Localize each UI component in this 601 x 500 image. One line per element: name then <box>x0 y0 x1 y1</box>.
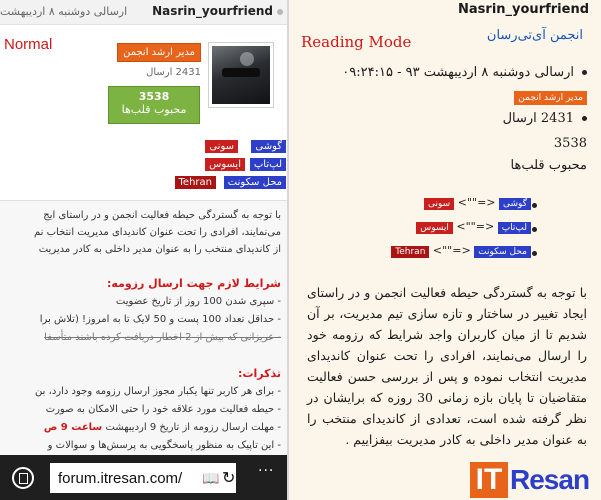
tabs-icon[interactable] <box>12 467 34 489</box>
post-line: با توجه به گستردگی حیطه فعالیت انجمن و در راستای ایج <box>43 210 281 221</box>
author-name[interactable]: Nasrin_yourfriend <box>152 4 273 18</box>
sent-date: ارسالی دوشنبه ۸ اردیبهشت <box>0 5 128 18</box>
deadline-highlight: ساعت 9 ص <box>43 422 103 433</box>
notes-heading: تذکرات: <box>238 367 281 380</box>
post-count: 2431 ارسال <box>502 111 574 126</box>
post-line: می‌نمایند، افرادی را تحت عنوان کاندیدای مدیریت انتخاب نم <box>33 227 281 238</box>
bullet-icon <box>582 70 587 75</box>
bullet-icon <box>532 251 537 256</box>
logo-it: IT <box>470 462 508 498</box>
address-bar <box>0 455 289 500</box>
avatar[interactable] <box>208 42 274 108</box>
online-status-icon <box>277 9 283 15</box>
tag-value-phone: سونی <box>205 140 238 153</box>
tag-value-laptop: ایسوس <box>205 158 245 171</box>
post-count: 2431 ارسال <box>146 67 201 78</box>
normal-mode-label: Normal <box>4 36 53 53</box>
url-field[interactable] <box>50 463 236 493</box>
bullet-icon <box>532 227 537 232</box>
tag-label-laptop: لپ‌تاپ <box>498 222 531 234</box>
thanks-label: محبوب قلب‌ها <box>121 103 187 116</box>
note-item: - حیطه فعالیت مورد علاقه خود را حتی الامکان به صورت <box>45 404 281 415</box>
normal-view-pane <box>0 0 289 500</box>
tag-value-phone: سونی <box>424 198 454 210</box>
bullet-icon <box>532 203 537 208</box>
tag-value-location: Tehran <box>391 246 429 258</box>
note-item: - برای هر کاربر تنها یکبار مجوز ارسال رزومه وجود دارد، بن <box>35 386 281 397</box>
rank-badge: مدیر ارشد انجمن <box>117 43 201 62</box>
tag-label-laptop: لپ‌تاپ <box>250 158 286 171</box>
tag-row-phone <box>424 196 531 209</box>
forum-link[interactable]: انجمن آی‌تی‌رسان <box>486 28 583 43</box>
tag-label-location: محل سکونت <box>224 176 286 189</box>
tag-label-location: محل سکونت <box>474 246 531 258</box>
condition-item: - عریزانی که بیش از 2 اخطار دریافت کرده باشند متأسفا <box>44 332 281 343</box>
author-name: Nasrin_yourfriend <box>458 2 589 17</box>
reading-view-pane <box>289 0 601 500</box>
post-paragraph: با توجه به گستردگی حیطه فعالیت انجمن و در راستای ایجاد تغییر در ساختار و تازه سازی تیم مدیریت، بر آن شدیم تا از میان کاربران واجد شرایط که رزومه خود را ارسال می‌نمایند، افرادی را تحت عنوان کاندیدای مدیریت انتخاب نموده و پس از بررسی حسن فعالیت متقاضیان تا پایان بازه زمانی 30 روزه که برایشان در نظر گرفته شده است، تعدادی از کاندیدای منتخب را به عنوان مدیر داخلی به کادر مدیریت بیفزاییم . <box>307 285 587 447</box>
thanks-label: محبوب قلب‌ها <box>510 158 587 173</box>
bullet-icon <box>582 116 587 121</box>
conditions-heading: شرایط لازم جهت ارسال رزومه: <box>106 277 281 290</box>
thanks-count: 3538 <box>138 90 170 103</box>
posts-line <box>503 111 587 126</box>
itresan-logo <box>470 462 595 498</box>
tag-quote: <=""> <box>456 220 495 233</box>
rank-badge-label: مدیر ارشد انجمن <box>514 91 587 105</box>
post-header <box>0 0 289 25</box>
url-text[interactable]: forum.itresan.com/ <box>58 470 183 487</box>
note-item: - این تاپیک به منظور پاسخگویی به پرسش‌ها و سوالات و <box>47 440 281 451</box>
thanks-box <box>108 86 200 124</box>
note-text: - مهلت ارسال رزومه از تاریخ 9 اردیبهشت <box>105 422 281 433</box>
sent-line <box>342 65 587 80</box>
tag-quote: <=""> <box>457 196 496 209</box>
post-line: از کاندیدای منتخب را به عنوان مدیر داخلی به کادر مدیریت <box>38 244 281 255</box>
sent-date: ارسالی دوشنبه ۸ اردیبهشت ۹۳ - ۰۹:۲۴:۱۵ <box>342 65 574 80</box>
logo-resan: Resan <box>510 464 590 495</box>
condition-item: - سپری شدن 100 روز از تاریخ عضویت <box>115 296 281 307</box>
book-icon[interactable]: 📖 <box>202 471 220 487</box>
tag-row-location <box>391 244 531 257</box>
thanks-count: 3538 <box>553 136 587 151</box>
note-item <box>0 421 281 435</box>
tag-quote: <=""> <box>432 244 471 257</box>
refresh-icon[interactable]: ↻ <box>222 468 236 487</box>
condition-item: - حداقل تعداد 100 پست و 50 لایک تا به امروز! (تلاش برا <box>39 314 281 325</box>
tag-label-phone: گوشی <box>251 140 286 153</box>
post-body <box>0 200 289 471</box>
reading-mode-label: Reading Mode <box>301 33 412 51</box>
tag-value-laptop: ایسوس <box>416 222 453 234</box>
tag-row-laptop <box>416 220 531 233</box>
tag-label-phone: گوشی <box>499 198 531 210</box>
rank-badge <box>514 85 587 105</box>
more-menu-button[interactable]: ... <box>258 459 275 475</box>
tag-value-location: Tehran <box>175 176 216 189</box>
